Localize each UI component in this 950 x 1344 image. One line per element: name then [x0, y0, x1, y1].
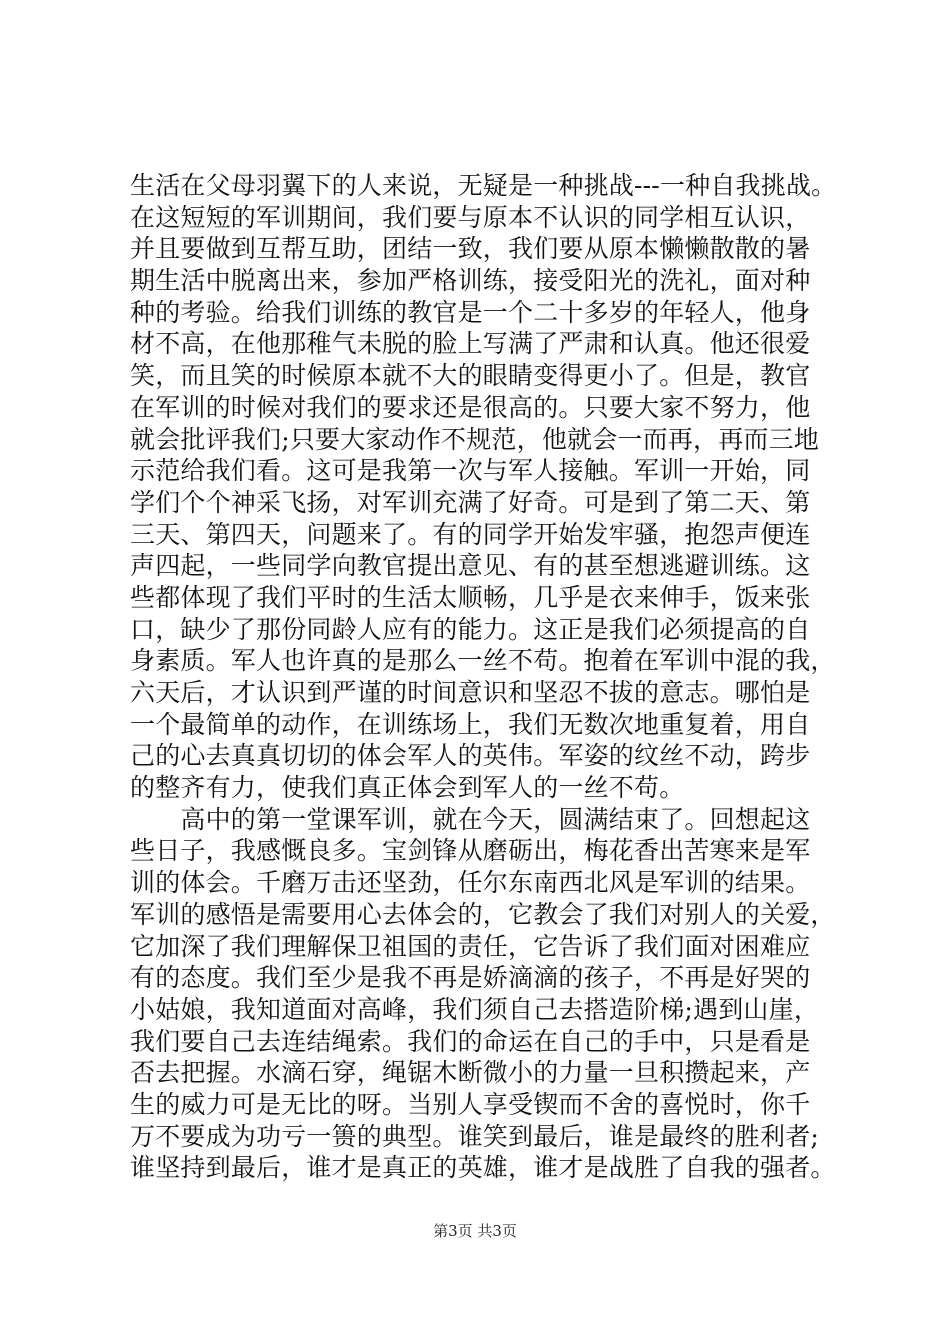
text-line: 我们要自己去连结绳索。我们的命运在自己的手中，只是看是: [130, 1026, 811, 1056]
page-footer: 第3页 共3页: [433, 1222, 517, 1240]
text-line: 身素质。军人也许真的是那么一丝不苟。抱着在军训中混的我，: [130, 646, 836, 676]
text-line: 己的心去真真切切的体会军人的英伟。军姿的纹丝不动，跨步: [130, 741, 811, 771]
text-line: 小姑娘，我知道面对高峰，我们须自己去搭造阶梯;遇到山崖，: [130, 994, 820, 1024]
text-line: 材不高，在他那稚气未脱的脸上写满了严肃和认真。他还很爱: [130, 329, 811, 359]
text-line: 在这短短的军训期间，我们要与原本不认识的同学相互认识，: [130, 202, 811, 232]
text-line: 笑，而且笑的时候原本就不大的眼睛变得更小了。但是，教官: [130, 361, 811, 391]
text-line: 军训的感悟是需要用心去体会的，它教会了我们对别人的关爱，: [130, 899, 836, 929]
text-line: 在军训的时候对我们的要求还是很高的。只要大家不努力，他: [130, 392, 811, 422]
text-line: 口，缺少了那份同龄人应有的能力。这正是我们必须提高的自: [130, 614, 811, 644]
document-body: [130, 170, 837, 1184]
text-line: 声四起，一些同学向教官提出意见、有的甚至想逃避训练。这: [130, 551, 811, 581]
text-line: 示范给我们看。这可是我第一次与军人接触。军训一开始，同: [130, 456, 811, 486]
text-line: 些日子，我感慨良多。宝剑锋从磨砺出，梅花香出苦寒来是军: [130, 836, 811, 866]
text-line: 六天后，才认识到严谨的时间意识和坚忍不拔的意志。哪怕是: [130, 678, 811, 707]
text-line: 生活在父母羽翼下的人来说，无疑是一种挑战---一种自我挑战。: [130, 171, 837, 200]
text-line: 训的体会。千磨万击还坚劲，任尔东南西北风是军训的结果。: [130, 868, 811, 898]
text-line: 期生活中脱离出来，参加严格训练，接受阳光的洗礼，面对种: [130, 266, 811, 296]
text-line: 种的考验。给我们训练的教官是一个二十多岁的年轻人，他身: [130, 297, 811, 327]
text-line: 些都体现了我们平时的生活太顺畅，几乎是衣来伸手，饭来张: [130, 582, 811, 612]
text-line: 万不要成为功亏一篑的典型。谁笑到最后，谁是最终的胜利者;: [130, 1121, 820, 1151]
text-line: 一个最简单的动作，在训练场上，我们无数次地重复着，用自: [130, 709, 811, 739]
text-line: 的整齐有力，使我们真正体会到军人的一丝不苟。: [130, 773, 685, 803]
text-line: 有的态度。我们至少是我不再是娇滴滴的孩子，不再是好哭的: [130, 963, 811, 993]
text-line: 谁坚持到最后，谁才是真正的英雄，谁才是战胜了自我的强者。: [130, 1153, 836, 1183]
text-line: 高中的第一堂课军训，就在今天，圆满结束了。回想起这: [130, 804, 811, 834]
text-line: 就会批评我们;只要大家动作不规范，他就会一而再，再而三地: [130, 424, 820, 454]
text-line: 学们个个神采飞扬，对军训充满了好奇。可是到了第二天、第: [130, 487, 811, 517]
text-line: 三天、第四天，问题来了。有的同学开始发牢骚，抱怨声便连: [130, 519, 811, 549]
text-line: 并且要做到互帮互助，团结一致，我们要从原本懒懒散散的暑: [130, 234, 811, 264]
text-line: 生的威力可是无比的呀。当别人享受锲而不舍的喜悦时，你千: [130, 1089, 811, 1119]
text-line: 否去把握。水滴石穿，绳锯木断微小的力量一旦积攒起来，产: [130, 1058, 811, 1088]
text-line: 它加深了我们理解保卫祖国的责任，它告诉了我们面对困难应: [130, 931, 811, 961]
